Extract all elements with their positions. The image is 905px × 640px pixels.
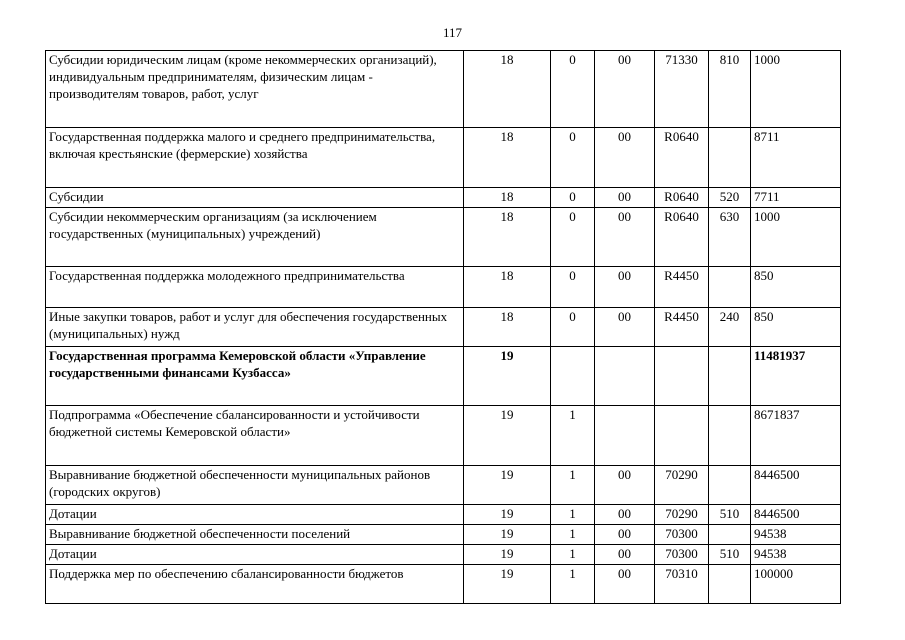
row-expense-type: 510 <box>709 545 751 565</box>
row-section: 18 <box>464 208 551 267</box>
row-name: Субсидии <box>46 188 464 208</box>
budget-table <box>45 50 841 604</box>
table-row <box>46 565 841 604</box>
row-name: Государственная поддержка молодежного предпринимательства <box>46 267 464 308</box>
row-group: 00 <box>595 466 655 505</box>
table-row <box>46 545 841 565</box>
row-expense-type: 510 <box>709 505 751 525</box>
row-section: 19 <box>464 525 551 545</box>
row-group: 00 <box>595 267 655 308</box>
row-subsection: 0 <box>551 51 595 128</box>
row-code <box>655 347 709 406</box>
table-row <box>46 525 841 545</box>
row-subsection <box>551 347 595 406</box>
row-code: 70290 <box>655 466 709 505</box>
row-name: Выравнивание бюджетной обеспеченности поселений <box>46 525 464 545</box>
row-expense-type <box>709 128 751 188</box>
row-code: R4450 <box>655 308 709 347</box>
row-section: 18 <box>464 51 551 128</box>
row-sum: 94538 <box>751 525 841 545</box>
row-group: 00 <box>595 505 655 525</box>
row-group <box>595 406 655 466</box>
table-row <box>46 505 841 525</box>
row-sum: 94538 <box>751 545 841 565</box>
row-group: 00 <box>595 308 655 347</box>
row-name: Поддержка мер по обеспечению сбалансированности бюджетов <box>46 565 464 604</box>
row-expense-type <box>709 565 751 604</box>
row-name: Субсидии юридическим лицам (кроме некоммерческих организаций), индивидуальным предпринимателям, физическим лицам - производителям товаров, работ, услуг <box>46 51 464 128</box>
row-section: 19 <box>464 505 551 525</box>
row-code: 70290 <box>655 505 709 525</box>
row-subsection: 1 <box>551 545 595 565</box>
row-sum: 7711 <box>751 188 841 208</box>
row-expense-type <box>709 267 751 308</box>
table-row <box>46 128 841 188</box>
row-code: R0640 <box>655 128 709 188</box>
row-subsection: 1 <box>551 525 595 545</box>
row-section: 18 <box>464 188 551 208</box>
row-subsection: 0 <box>551 267 595 308</box>
row-name: Субсидии некоммерческим организациям (за исключением государственных (муниципальных) учреждений) <box>46 208 464 267</box>
row-section: 19 <box>464 565 551 604</box>
table-row <box>46 51 841 128</box>
row-code: 71330 <box>655 51 709 128</box>
row-group: 00 <box>595 208 655 267</box>
row-section: 18 <box>464 308 551 347</box>
row-section: 19 <box>464 466 551 505</box>
row-group: 00 <box>595 128 655 188</box>
row-expense-type: 810 <box>709 51 751 128</box>
row-group: 00 <box>595 188 655 208</box>
row-subsection: 0 <box>551 128 595 188</box>
row-name: Выравнивание бюджетной обеспеченности муниципальных районов (городских округов) <box>46 466 464 505</box>
row-expense-type: 240 <box>709 308 751 347</box>
row-sum: 850 <box>751 267 841 308</box>
row-expense-type <box>709 466 751 505</box>
budget-table-body <box>46 51 841 604</box>
table-row <box>46 466 841 505</box>
row-group: 00 <box>595 51 655 128</box>
row-name: Иные закупки товаров, работ и услуг для обеспечения государственных (муниципальных) нужд <box>46 308 464 347</box>
row-subsection: 1 <box>551 466 595 505</box>
row-group: 00 <box>595 545 655 565</box>
row-code: R0640 <box>655 188 709 208</box>
row-subsection: 0 <box>551 188 595 208</box>
row-code <box>655 406 709 466</box>
page-number: 117 <box>442 25 463 40</box>
row-subsection: 1 <box>551 505 595 525</box>
row-group: 00 <box>595 525 655 545</box>
row-section: 19 <box>464 406 551 466</box>
row-name: Дотации <box>46 545 464 565</box>
row-sum: 850 <box>751 308 841 347</box>
row-code: 70310 <box>655 565 709 604</box>
row-sum: 1000 <box>751 208 841 267</box>
row-section: 18 <box>464 267 551 308</box>
row-expense-type: 630 <box>709 208 751 267</box>
row-sum: 11481937 <box>751 347 841 406</box>
row-sum: 8446500 <box>751 466 841 505</box>
row-expense-type <box>709 525 751 545</box>
row-section: 19 <box>464 545 551 565</box>
table-row <box>46 208 841 267</box>
row-code: R4450 <box>655 267 709 308</box>
row-section: 18 <box>464 128 551 188</box>
table-row <box>46 347 841 406</box>
table-row <box>46 188 841 208</box>
row-subsection: 1 <box>551 406 595 466</box>
row-expense-type: 520 <box>709 188 751 208</box>
row-subsection: 0 <box>551 208 595 267</box>
row-name: Дотации <box>46 505 464 525</box>
row-sum: 8446500 <box>751 505 841 525</box>
row-name: Подпрограмма «Обеспечение сбалансированности и устойчивости бюджетной системы Кемеровской области» <box>46 406 464 466</box>
row-sum: 8671837 <box>751 406 841 466</box>
row-sum: 1000 <box>751 51 841 128</box>
row-expense-type <box>709 347 751 406</box>
row-name: Государственная программа Кемеровской области «Управление государственными финансами Кузбасса» <box>46 347 464 406</box>
table-row <box>46 406 841 466</box>
row-section: 19 <box>464 347 551 406</box>
row-sum: 8711 <box>751 128 841 188</box>
table-row <box>46 308 841 347</box>
row-sum: 100000 <box>751 565 841 604</box>
row-subsection: 0 <box>551 308 595 347</box>
row-expense-type <box>709 406 751 466</box>
row-subsection: 1 <box>551 565 595 604</box>
table-row <box>46 267 841 308</box>
row-code: R0640 <box>655 208 709 267</box>
row-code: 70300 <box>655 545 709 565</box>
row-group: 00 <box>595 565 655 604</box>
row-name: Государственная поддержка малого и среднего предпринимательства, включая крестьянские (фермерские) хозяйства <box>46 128 464 188</box>
row-group <box>595 347 655 406</box>
row-code: 70300 <box>655 525 709 545</box>
